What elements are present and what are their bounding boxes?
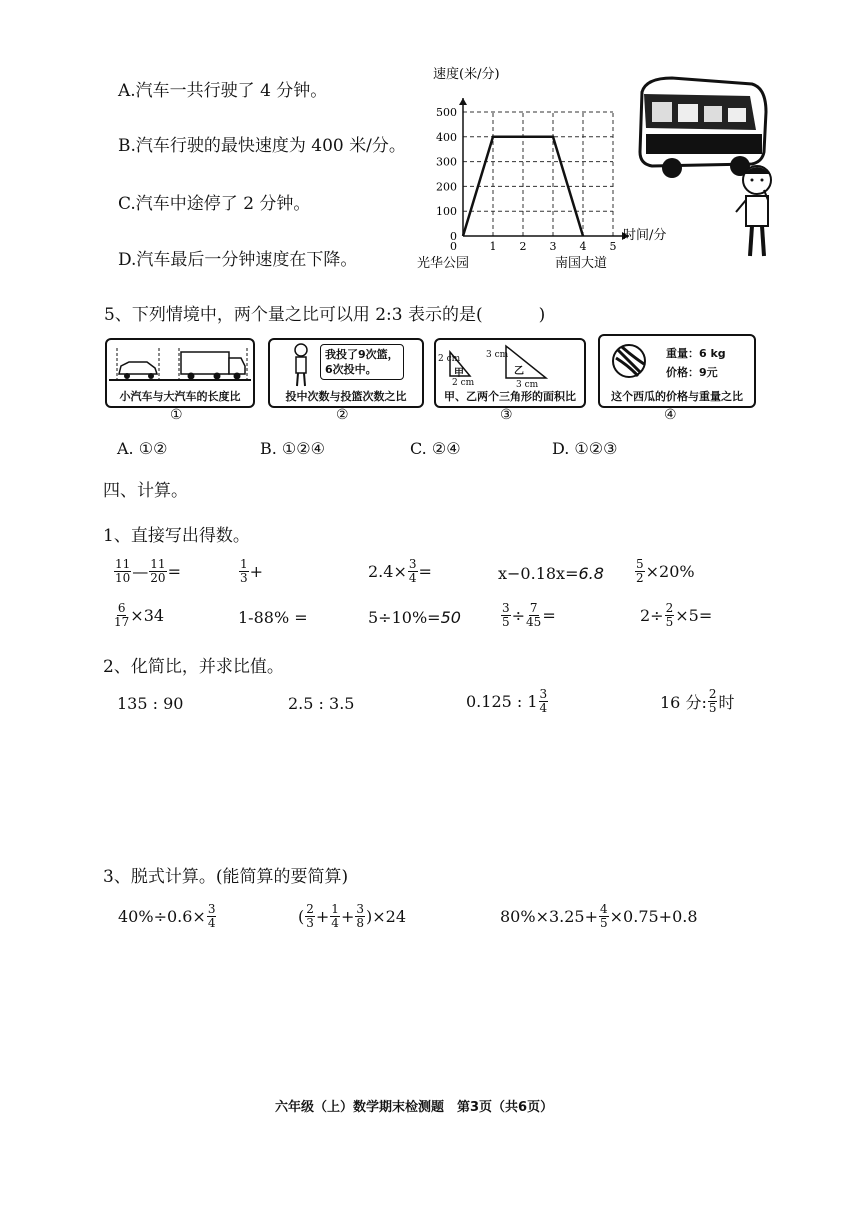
card-4-caption: 这个西瓜的价格与重量之比 xyxy=(611,390,743,403)
q2-heading: 2、化简比，并求比值。 xyxy=(103,657,284,677)
card-2-number: ② xyxy=(336,407,349,423)
y-tick-label: 400 xyxy=(436,130,457,144)
calc-2-5: 2÷ $\frac{2}{5}$ ×5= xyxy=(640,601,713,629)
x-tick-label: 4 xyxy=(579,240,587,253)
y-tick-label: 500 xyxy=(436,106,457,119)
option-b: B.汽车行驶的最快速度为 400 米/分。 xyxy=(118,136,406,156)
situation-card-1 xyxy=(105,338,255,408)
option-d: D.汽车最后一分钟速度在下降。 xyxy=(118,250,358,270)
tri-a-side: 2 cm xyxy=(438,354,461,364)
situation-card-4 xyxy=(598,334,756,408)
ratio-d: 16 分: $\frac{2}{5}$ 时 xyxy=(660,687,735,715)
end-label: 南国大道 xyxy=(555,256,608,271)
y-axis-label: 速度(米/分) xyxy=(433,67,500,82)
origin-label: 0 xyxy=(450,240,457,253)
bubble-line-1: 我投了9次篮， xyxy=(325,348,399,361)
q5-stem-text: 5、下列情境中，两个量之比可以用 2:3 表示的是( xyxy=(104,305,483,325)
card-1-number: ① xyxy=(170,407,183,423)
x-tick-label: 1 xyxy=(489,240,497,253)
choice-a: A. ①② xyxy=(117,439,168,458)
y-tick-label: 100 xyxy=(436,205,457,219)
card-2-caption: 投中次数与投篮次数之比 xyxy=(285,390,407,403)
option-a: A.汽车一共行驶了 4 分钟。 xyxy=(118,81,328,101)
expr-c: 80%×3.25+ $\frac{4}{5}$ ×0.75+0.8 xyxy=(500,902,698,930)
price-text: 价格：9元 xyxy=(666,366,718,379)
calc-1-3: 2.4× $\frac{3}{4}$ = xyxy=(368,557,432,585)
card-4-number: ④ xyxy=(664,407,677,423)
bubble-line-2: 6次投中。 xyxy=(325,363,377,376)
player-icon xyxy=(288,342,314,388)
expr-a: 40%÷0.6× $\frac{3}{4}$ xyxy=(118,902,216,930)
x-axis-label: 时间/分 xyxy=(623,228,667,243)
weight-text: 重量：6 kg xyxy=(666,347,726,360)
x-tick-label: 5 xyxy=(609,240,617,253)
tri-a-base: 2 cm xyxy=(452,378,475,388)
calc-1-2: $\frac{1}{3}$ + xyxy=(240,557,264,585)
boy-illustration xyxy=(732,160,782,260)
choice-c: C. ②④ xyxy=(410,439,461,458)
y-tick-label: 0 xyxy=(450,230,457,243)
y-tick-label: 300 xyxy=(436,155,457,169)
card-3-number: ③ xyxy=(500,407,513,423)
expr-b: ( $\frac{2}{3}$ + $\frac{1}{4}$ + $\frac{3}{8}$ )×24 xyxy=(298,902,406,930)
calc-2-3: 5÷10%= 50 xyxy=(368,608,461,627)
q5-stem xyxy=(104,300,545,325)
ratio-a: 135 : 90 xyxy=(117,694,184,713)
option-c: C.汽车中途停了 2 分钟。 xyxy=(118,194,311,214)
q1-heading: 1、直接写出得数。 xyxy=(103,526,250,546)
card-1-caption: 小汽车与大汽车的长度比 xyxy=(119,390,241,403)
ratio-b: 2.5 : 3.5 xyxy=(288,694,355,713)
start-label: 光华公园 xyxy=(417,256,470,271)
calc-2-4: $\frac{3}{5}$ ÷ $\frac{7}{45}$ = xyxy=(502,601,556,629)
tri-b-label: 乙 xyxy=(514,366,524,377)
calc-1-1: $\frac{11}{10}$ — $\frac{11}{20}$ = xyxy=(115,557,181,585)
y-axis-arrow xyxy=(459,98,467,105)
chart-grid xyxy=(463,112,613,236)
tri-b-base: 3 cm xyxy=(516,380,539,390)
section-4-title: 四、计算。 xyxy=(103,481,188,501)
x-tick-label: 3 xyxy=(549,240,557,253)
speech-bubble xyxy=(320,344,404,380)
calc-2-1: $\frac{6}{17}$ ×34 xyxy=(114,601,165,629)
situation-card-3 xyxy=(434,338,586,408)
x-tick-label: 2 xyxy=(519,240,527,253)
cars-picture xyxy=(107,340,253,390)
card-3-caption: 甲、乙两个三角形的面积比 xyxy=(444,390,576,403)
calc-1-5: $\frac{5}{2}$ ×20% xyxy=(636,557,695,585)
page-footer: 六年级（上）数学期末检测题 第3页（共6页） xyxy=(275,1100,554,1115)
situation-card-2 xyxy=(268,338,424,408)
watermelon-icon xyxy=(610,342,648,380)
choice-d: D. ①②③ xyxy=(552,439,618,458)
tri-b-side: 3 cm xyxy=(486,350,509,360)
y-tick-label: 200 xyxy=(436,180,457,194)
calc-2-2: 1-88% = xyxy=(238,608,308,627)
tri-a-label: 甲 xyxy=(454,368,464,379)
q5-close-paren: ) xyxy=(538,305,546,325)
choice-b: B. ①②④ xyxy=(260,439,325,458)
calc-1-4: x−0.18x= 6.8 xyxy=(498,564,604,583)
q3-heading: 3、脱式计算。(能简算的要简算) xyxy=(103,867,349,887)
ratio-c: 0.125 : 1 $\frac{3}{4}$ xyxy=(466,687,548,715)
